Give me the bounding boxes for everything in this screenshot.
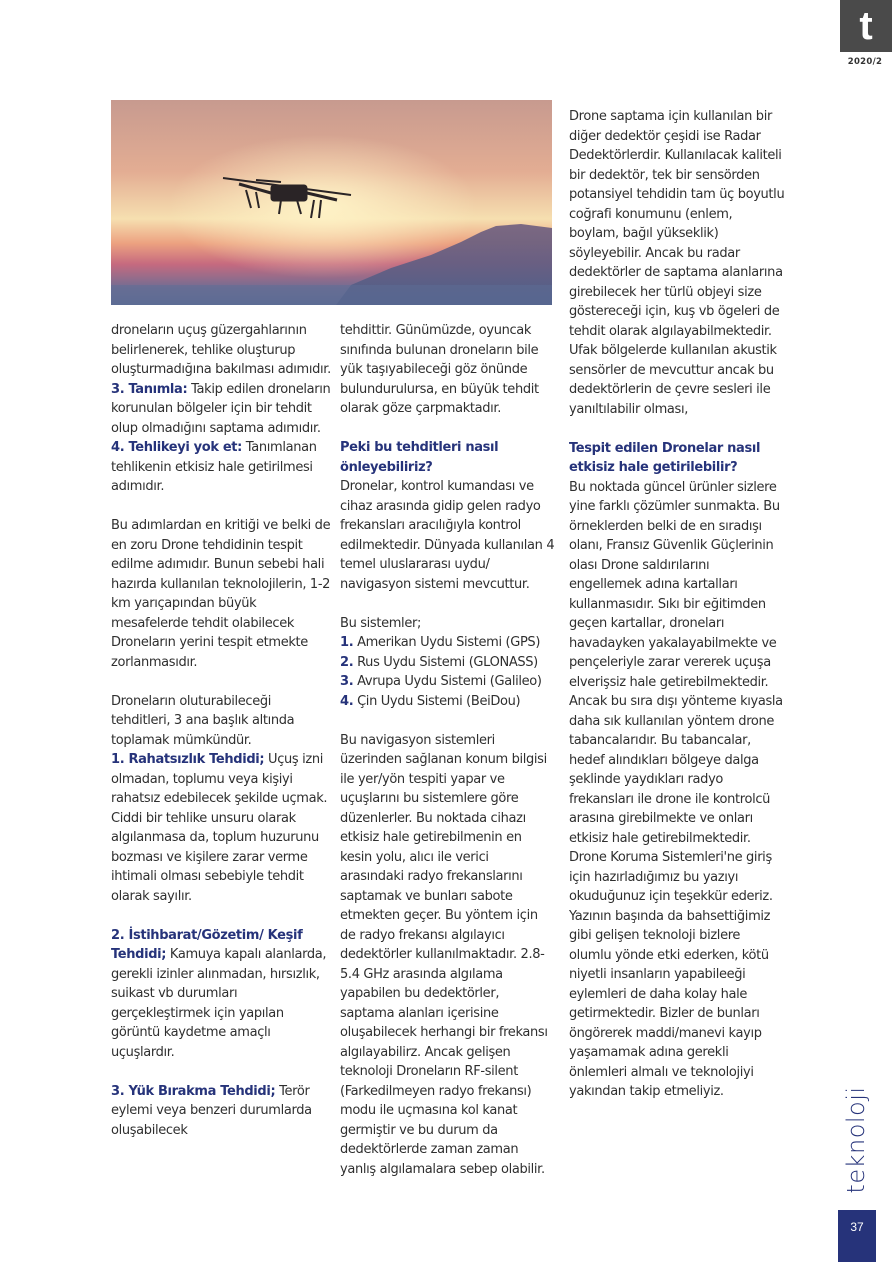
paragraph: Bu navigasyon sistemleri üzerinden sağlanan konum bilgisi ile yer/yön tespiti yapar ve uçuşlarını bu sistemlere göre düzenlerler. Bu noktada cihazı etkisiz hale getirebilmenin en kesin yolu, alıcı ile verici arasındaki radyo frekanslarını saptamak ve bunları sabote etmekten geçer. Bu yöntem için de radyo frekansı algılayıcı dedektörler kullanılmaktadır. 2.8-5.4 GHz arasında algılama yapabilen bu dedektörler, saptama alanları içerisine oluşabilecek herhangi bir frekansı algılayabilirz. Ancak gelişen teknoloji Droneların RF-silent (Farkedilmeyen radyo frekansı) modu ile uçmasına kol kanat germiştir ve bu durum da dedektörlerde zaman zaman yanlış algılamalara sebep olabilir.	[340, 732, 548, 1177]
section-label: teknoloji	[842, 1086, 870, 1194]
list-item: 4. Çin Uydu Sistemi (BeiDou)	[340, 693, 521, 709]
logo-letter: t	[859, 4, 873, 48]
section-heading: Peki bu tehditleri nasıl önleyebiliriz?	[340, 440, 499, 475]
paragraph: Drone saptama için kullanılan bir diğer dedektör çeşidi ise Radar Dedektörlerdir. Kullanılacak kaliteli bir dedektör, tek bir sensörden potansiyel tehdidin tam üç boyutlu coğrafi konumunu (enlem, boylam, bağıl yükseklik) söyleyebilir. Ancak bu radar dedektörler de saptama alanlarına girebilecek her türlü objeyi size göstereceği için, kuş vb ögeleri de tehdit olarak algılayabilmektedir. Ufak bölgelerde kullanılan akustik sensörler de mevcuttur ancak bu dedektörlerin de çevre sesleri ile yanıltılabilir olması,	[569, 109, 785, 417]
step-3: 3. Tanımla: Takip edilen droneların korunulan bölgeler için bir tehdit olup olmadığını saptama adımıdır.	[111, 381, 331, 436]
drone-photo-icon	[111, 100, 552, 305]
page-number: 37	[838, 1210, 876, 1262]
paragraph: droneların uçuş güzergahlarının belirlenerek, tehlike oluşturup oluşturmadığına bakılması adımıdır.	[111, 323, 331, 377]
paragraph: Bu adımlardan en kritiği ve belki de en zoru Drone tehdidinin tespit edilme adımıdır. Bunun sebebi hali hazırda kullanılan teknolojilerin, 1-2 km yarıçapından büyük mesafelerde tehdit olabilecek Droneların yerini tespit etmekte zorlanmasıdır.	[111, 518, 331, 670]
list-intro: Bu sistemler;	[340, 615, 421, 631]
article-column-1	[111, 321, 333, 1140]
article-column-2	[340, 321, 555, 1179]
paragraph: Droneların oluturabileceği tehditleri, 3 ana başlık altında toplamak mümkündür.	[111, 693, 295, 748]
list-item: 1. Amerikan Uydu Sistemi (GPS)	[340, 635, 541, 650]
magazine-logo	[840, 0, 892, 52]
article-column-3	[569, 107, 785, 1102]
list-item: 2. Rus Uydu Sistemi (GLONASS)	[340, 654, 538, 670]
threat-1: 1. Rahatsızlık Tehdidi; Uçuş izni olmadan, toplumu veya kişiyi rahatsız edebilecek şekilde uçmak. Ciddi bir tehlike unsuru olarak algılanmasa da, toplum huzurunu bozması ve kişilere zarar verme ihtimali olması sebebiyle tehdit olarak sayılır.	[111, 752, 328, 904]
threat-3: 3. Yük Bırakma Tehdidi; Terör eylemi veya benzeri durumlarda oluşabilecek	[111, 1083, 312, 1138]
threat-2: 2. İstihbarat/Gözetim/ Keşif Tehdidi; Kamuya kapalı alanlarda, gerekli izinler alınmadan, hırsızlık, suikast vb durumları gerçekleştirmek için yapılan görüntü kaydetme amaçlı uçuşlardır.	[111, 927, 327, 1060]
list-item: 3. Avrupa Uydu Sistemi (Galileo)	[340, 674, 542, 689]
step-4: 4. Tehlikeyi yok et: Tanımlanan tehlikenin etkisiz hale getirilmesi adımıdır.	[111, 440, 317, 494]
paragraph: tehdittir. Günümüzde, oyuncak sınıfında bulunan droneların bile yük taşıyabileceği göz önünde bulundurulursa, en büyük tehdit olarak göze çarpmaktadır.	[340, 323, 539, 416]
drone-sunset-image	[111, 100, 552, 305]
section-heading: Tespit edilen Dronelar nasıl etkisiz hale getirilebilir?	[569, 440, 761, 475]
paragraph: Bu noktada güncel ürünler sizlere yine farklı çözümler sunmakta. Bu örneklerden belki de en sıradışı olanı, Fransız Güvenlik Güçlerinin olası Drone saldırılarını engellemek adına kartalları kullanmasıdır. Sıkı bir eğitimden geçen kartallar, droneları havadayken yakalayabilmekte ve pençeleriyle zarar vererek uçuşa elverişsiz hale getirebilmektedir. Ancak bu sıra dışı yönteme kıyasla daha sık kullanılan yöntem drone tabancalarıdır. Bu tabancalar, hedef alındıkları bölgeye dalga şeklinde yaydıkları radyo frekansları ile drone ile kontrolcü arasına girebilmekte ve onları etkisiz hale getirebilmektedir. Drone Koruma Sistemleri'ne giriş için hazırladığımız bu yazıyı okuduğunuz için teşekkür ederiz. Yazının başında da bahsettiğimiz gibi gelişen teknoloji bizlere olumlu yönde etki ederken, kötü niyetli insanların yapabileeği eylemleri de daha kolay hale getirmektedir. Bizler de bunları öngörerek maddi/manevi kayıp yaşamamak adına gerekli önlemleri almalı ve teknolojiyi yakından takip etmeliyiz.	[569, 479, 783, 1099]
paragraph: Dronelar, kontrol kumandası ve cihaz arasında gidip gelen radyo frekansları aracılığıyla kontrol edilmektedir. Dünyada kullanılan 4 temel uluslararası uydu/ navigasyon sistemi mevcuttur.	[340, 479, 555, 592]
issue-number: 2020/2	[847, 57, 883, 67]
